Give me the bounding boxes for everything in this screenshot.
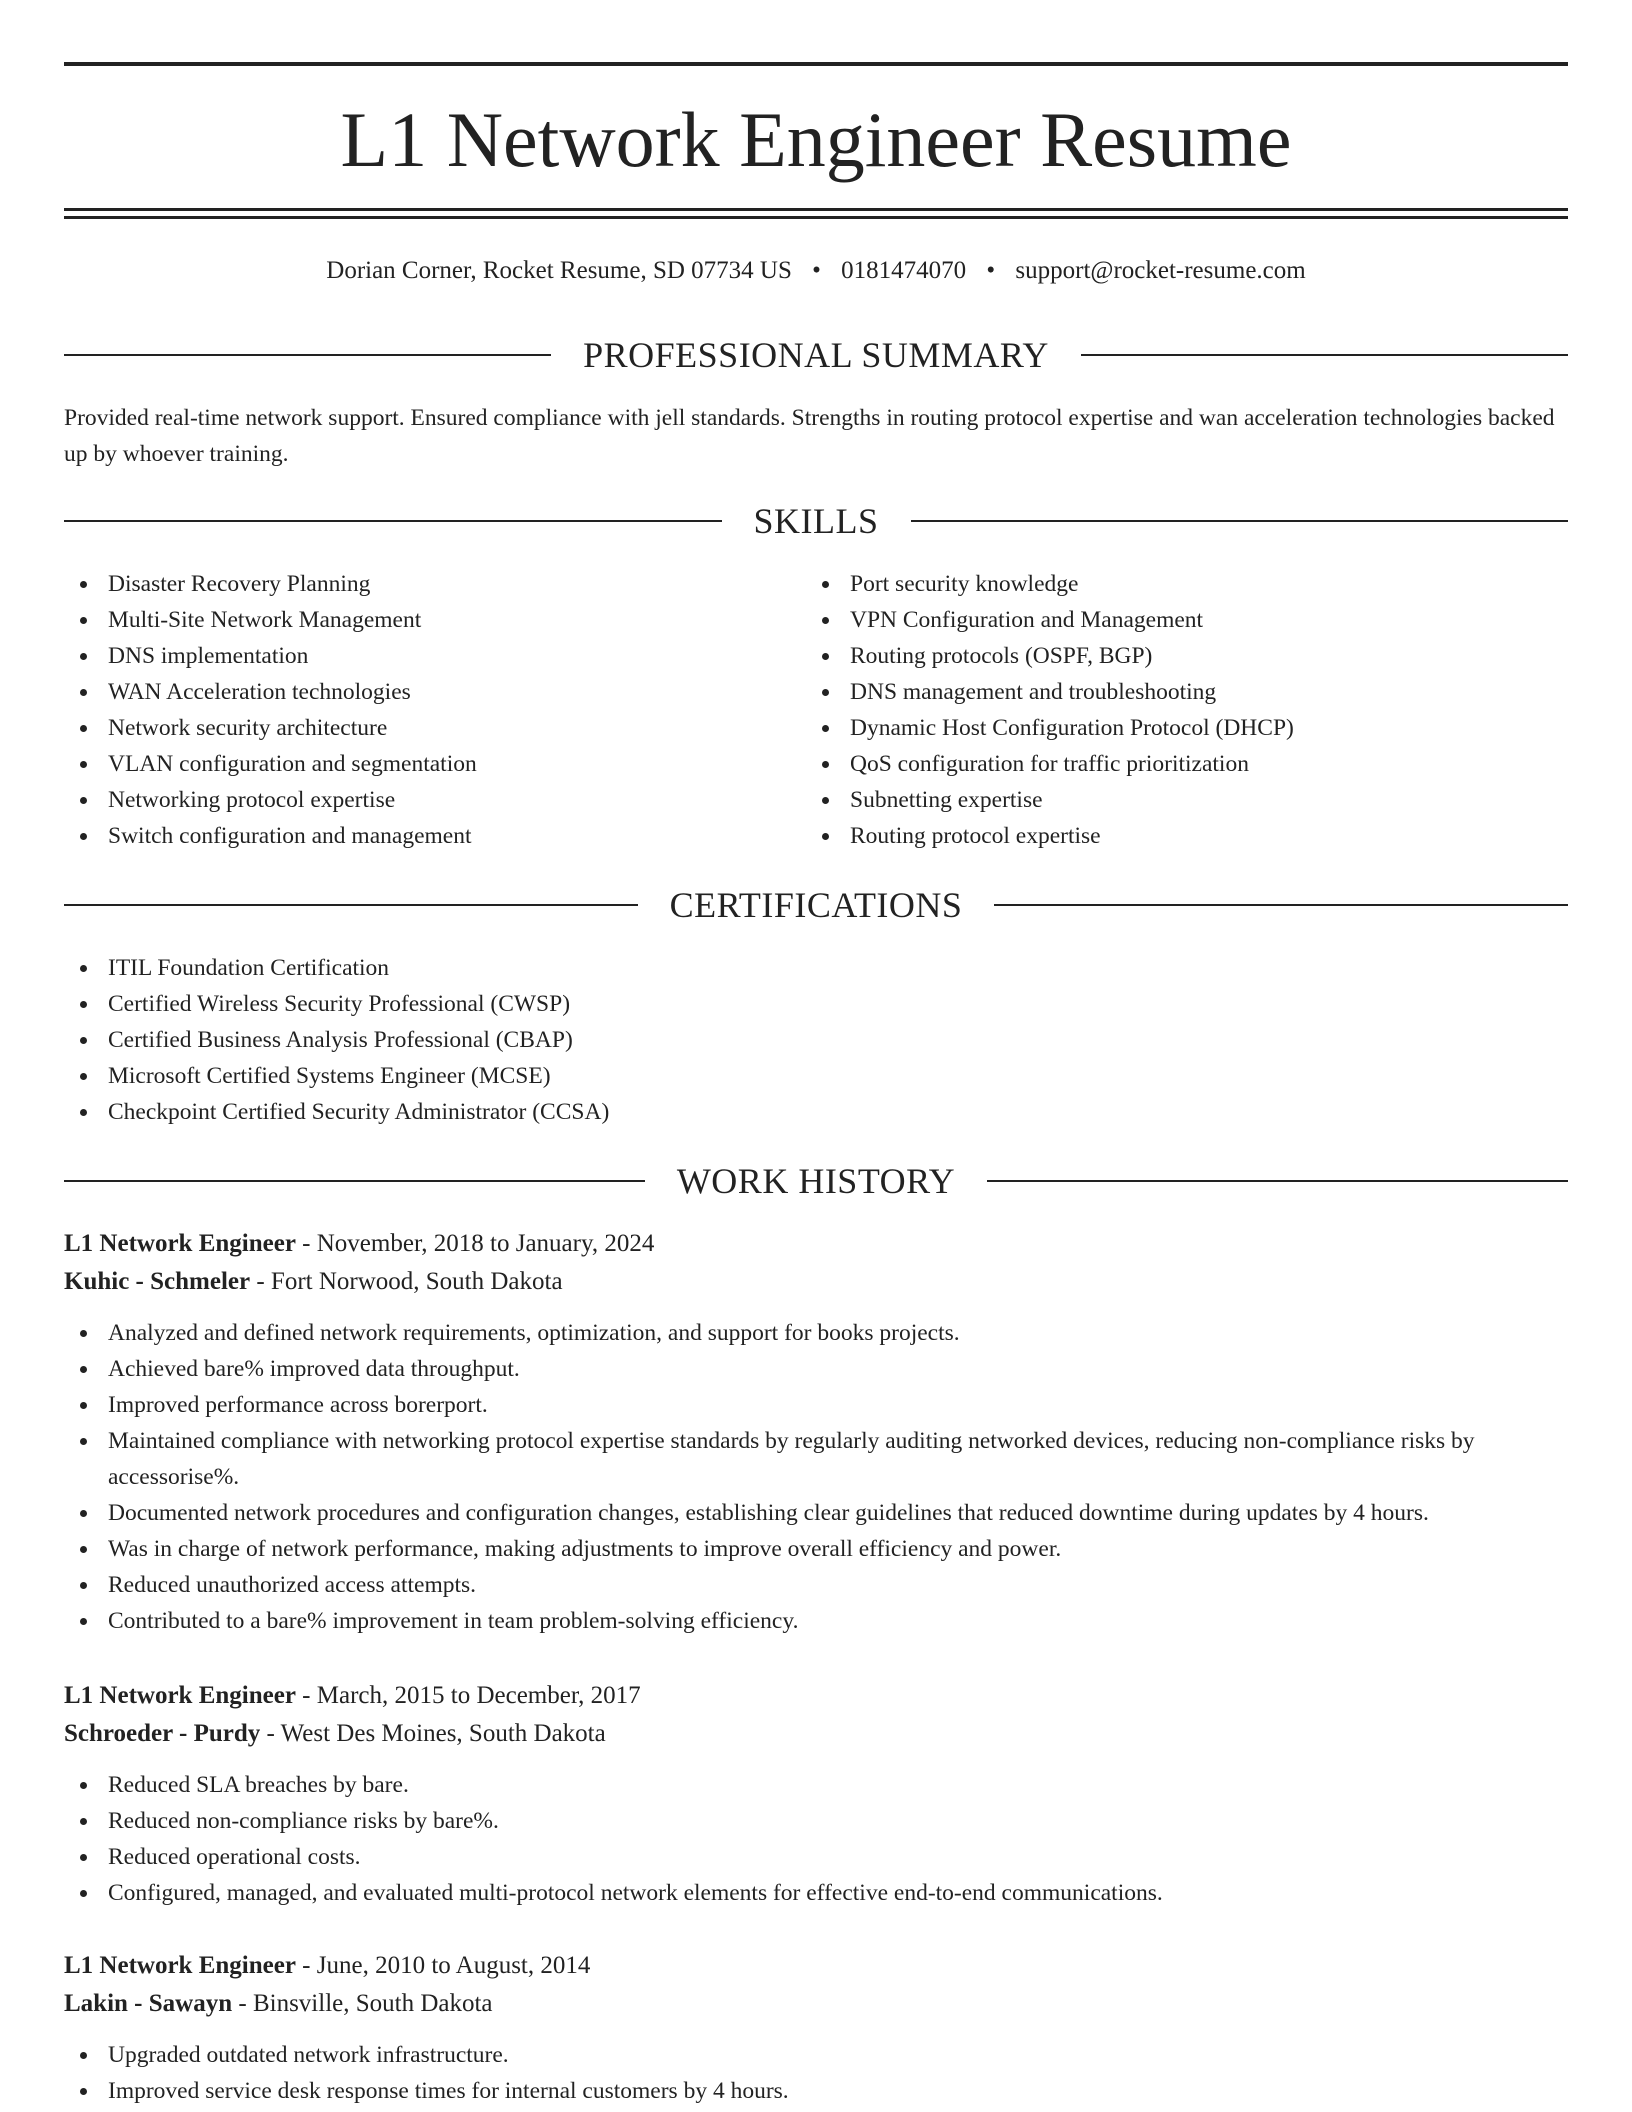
contact-line [64,255,1568,287]
job-role-line: L1 Network Engineer - June, 2010 to August, 2014 [64,1952,591,1979]
list-item: DNS management and troubleshooting [806,674,1566,710]
title-double-rule-lower [64,216,1568,219]
list-item: Contributed to a bare% improvement in team problem-solving efficiency. [64,1603,1568,1639]
section-heading-certifications [64,883,1568,927]
section-title: SKILLS [753,501,879,541]
list-item: Microsoft Certified Systems Engineer (MCSE) [64,1058,1568,1094]
list-item: WAN Acceleration technologies [64,674,804,710]
job-role-line: L1 Network Engineer - March, 2015 to December, 2017 [64,1682,641,1709]
divider [64,904,638,906]
section-title: WORK HISTORY [676,1161,956,1201]
list-item: Upgraded outdated network infrastructure. [64,2037,1568,2073]
list-item: Routing protocol expertise [806,818,1566,854]
job-company: Schroeder - Purdy [64,1720,261,1747]
list-item: VLAN configuration and segmentation [64,746,804,782]
job-entry [64,1225,1568,1639]
job-location: Binsville, South Dakota [252,1990,493,2017]
divider [911,520,1569,522]
job-company: Lakin - Sawayn [64,1990,233,2017]
list-item: Was in charge of network performance, making adjustments to improve overall efficiency and power. [64,1531,1568,1567]
job-role-line: L1 Network Engineer - November, 2018 to January, 2024 [64,1230,655,1257]
resume-title: L1 Network Engineer Resume [340,96,1292,183]
job-dates: November, 2018 to January, 2024 [316,1230,655,1257]
list-item: Network security architecture [64,710,804,746]
list-item: Subnetting expertise [806,782,1566,818]
list-item: Dynamic Host Configuration Protocol (DHCP) [806,710,1566,746]
list-item: Reduced operational costs. [64,1839,1568,1875]
job-role: L1 Network Engineer [64,1682,296,1709]
job-bullets [64,1315,1568,1639]
contact-address: Dorian Corner, Rocket Resume, SD 07734 US [326,257,792,284]
skills-list-left [64,566,804,854]
list-item: Maintained compliance with networking protocol expertise standards by regularly auditing networked devices, reducing non-compliance risks by accessorise%. [64,1423,1568,1495]
job-bullets [64,2037,1568,2109]
list-item: Networking protocol expertise [64,782,804,818]
job-company-line: Kuhic - Schmeler - Fort Norwood, South Dakota [64,1268,563,1295]
skills-list-right [806,566,1566,854]
list-item: Switch configuration and management [64,818,804,854]
job-entry [64,1947,1568,2109]
job-company-line: Lakin - Sawayn - Binsville, South Dakota [64,1990,493,2017]
list-item: Port security knowledge [806,566,1566,602]
list-item: Reduced unauthorized access attempts. [64,1567,1568,1603]
list-item: Routing protocols (OSPF, BGP) [806,638,1566,674]
job-dates: March, 2015 to December, 2017 [316,1682,641,1709]
list-item: Multi-Site Network Management [64,602,804,638]
divider [1081,354,1568,356]
list-item: Improved service desk response times for internal customers by 4 hours. [64,2073,1568,2109]
contact-email: support@rocket-resume.com [1015,257,1306,284]
section-title: PROFESSIONAL SUMMARY [583,335,1049,375]
list-item: ITIL Foundation Certification [64,950,1568,986]
job-role: L1 Network Engineer [64,1952,296,1979]
section-heading-skills [64,499,1568,543]
list-item: Certified Business Analysis Professional (CBAP) [64,1022,1568,1058]
divider [994,904,1568,906]
list-item: QoS configuration for traffic prioritization [806,746,1566,782]
list-item: VPN Configuration and Management [806,602,1566,638]
job-company-line: Schroeder - Purdy - West Des Moines, South Dakota [64,1720,606,1747]
certifications-block [64,950,1568,1130]
list-item: DNS implementation [64,638,804,674]
divider [64,520,722,522]
list-item: Achieved bare% improved data throughput. [64,1351,1568,1387]
job-location: Fort Norwood, South Dakota [270,1268,563,1295]
list-item: Reduced non-compliance risks by bare%. [64,1803,1568,1839]
list-item: Disaster Recovery Planning [64,566,804,602]
list-item: Documented network procedures and configuration changes, establishing clear guidelines that reduced downtime during updates by 4 hours. [64,1495,1568,1531]
contact-separator: • [812,257,821,284]
job-location: West Des Moines, South Dakota [280,1720,606,1747]
top-rule [64,62,1568,66]
list-item: Configured, managed, and evaluated multi-protocol network elements for effective end-to-end communications. [64,1875,1568,1911]
skills-column-right [806,566,1566,854]
job-company: Kuhic - Schmeler [64,1268,251,1295]
summary-text: Provided real-time network support. Ensured compliance with jell standards. Strengths in routing protocol expertise and wan acceleration technologies backed up by whoever training. [64,405,1555,467]
contact-phone: 0181474070 [841,257,967,284]
list-item: Improved performance across borerport. [64,1387,1568,1423]
divider [64,354,551,356]
section-title: CERTIFICATIONS [669,885,963,925]
section-heading-work-history [64,1159,1568,1203]
job-entry [64,1677,1568,1911]
contact-separator: • [986,257,996,284]
job-role: L1 Network Engineer [64,1230,296,1257]
job-bullets [64,1767,1568,1911]
certifications-list [64,950,1568,1130]
job-dates: June, 2010 to August, 2014 [316,1952,591,1979]
list-item: Certified Wireless Security Professional (CWSP) [64,986,1568,1022]
divider [64,1180,645,1182]
list-item: Analyzed and defined network requirements, optimization, and support for books projects. [64,1315,1568,1351]
skills-column-left [64,566,804,854]
list-item: Checkpoint Certified Security Administrator (CCSA) [64,1094,1568,1130]
list-item: Reduced SLA breaches by bare. [64,1767,1568,1803]
section-heading-summary [64,333,1568,377]
title-double-rule-upper [64,208,1568,211]
divider [987,1180,1568,1182]
